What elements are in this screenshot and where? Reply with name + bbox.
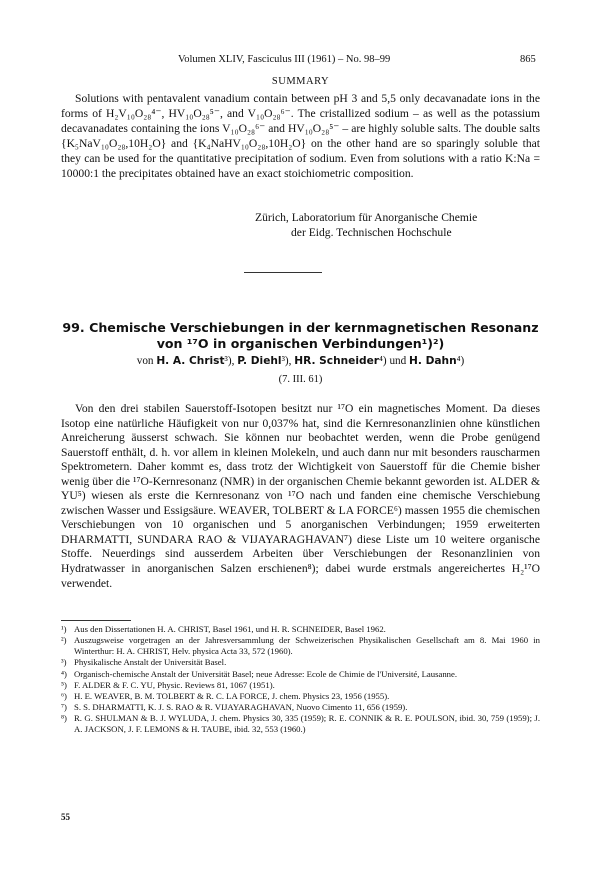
footnote-mark: ⁷) xyxy=(61,702,67,713)
footnote xyxy=(61,635,540,657)
footnote-mark: ³) xyxy=(61,657,67,668)
footnote xyxy=(61,713,540,735)
footnote-text: Aus den Dissertationen H. A. CHRIST, Basel 1961, und H. R. SCHNEIDER, Basel 1962. xyxy=(74,624,386,634)
footnote-mark: ⁸) xyxy=(61,713,67,724)
footnote-text: F. ALDER & F. C. YU, Physic. Reviews 81, 1067 (1951). xyxy=(74,679,275,690)
footnote xyxy=(61,691,540,702)
article-body: Von den drei stabilen Sauerstoff-Isotopen besitzt nur ¹⁷O ein magnetisches Moment. Da dieses Isotop eine natürliche Häufigkeit von nur 0,037% hat, sind die Kernresonanzlinien ohne künstlichen Anreicherung äusserst schwach. Sie können nur beobachtet werden, wenn die Probe genügend Sauerstoff enthält, d. h. vor allem in kleinen Molekeln, und auch dann nur mit besonders rauscharmen Spektrometern. Daher kommt es, dass trotz der Wichtigkeit von Sauerstoff für die Chemie bisher wenig über die ¹⁷O-Kernresonanz (NMR) in der organischen Chemie bekannt geworden ist. ALDER & YU⁵) wiesen als erste die Kernresonanz von ¹⁷O nach und fanden eine chemische Verschiebung zwischen Wasser und Essigsäure. WEAVER, TOLBERT & LA FORCE⁶) massen 1955 die chemischen Verschiebungen von 10 organischen und 5 anorganischen Verbindungen; 1959 erweiterten DHARMATTI, SUNDARA RAO & VIJAYARAGHAVAN⁷) diese Liste um 10 weitere organische Stoffe. Neuerdings sind ausserdem Arbeiten über Verschiebungen der Resonanzlinien von Hydratwasser in anorganischen Salzen erschienen⁸); dabei wurde erstmals angereichertes H₂¹⁷O verwendet. xyxy=(61,402,540,590)
section-divider xyxy=(244,272,322,273)
article-date: (7. III. 61) xyxy=(278,374,323,385)
footnote-divider xyxy=(61,620,131,621)
author-dahn: H. Dahn xyxy=(409,355,457,367)
footnote-mark: ¹) xyxy=(61,624,67,634)
signature-mark: 55 xyxy=(61,812,70,822)
footnote xyxy=(61,657,540,668)
footnote-mark: ⁶) xyxy=(61,690,67,701)
footnote-text: H. E. WEAVER, B. M. TOLBERT & R. C. LA FORCE, J. chem. Physics 23, 1956 (1955). xyxy=(74,690,390,701)
article-title xyxy=(40,320,561,352)
footnote xyxy=(61,702,540,713)
footnote-mark: ²) xyxy=(61,635,67,646)
summary-text: Solutions with pentavalent vanadium contain between pH 3 and 5,5 only decavanadate ions in the forms of H₂V₁₀O₂₈⁴⁻, HV₁₀O₂₈⁵⁻, and V₁₀O₂₈⁶⁻. The cristallized sodium – as well as the potassium decavanadates containing the ions V₁₀O₂₈⁶⁻ and HV₁₀O₂₈⁵⁻ – are highly soluble salts. The double salts {K₅NaV₁₀O₂₈,10H₂O} and {K₄NaHV₁₀O₂₈,10H₂O} on the other hand are so sparingly soluble that they can be used for the quantitative precipitation of sodium. Even from solutions with a ratio K:Na = 10000:1 the precipitates obtained have an exact stoichiometric composition. xyxy=(61,92,540,181)
page-number: 865 xyxy=(520,54,536,65)
affiliation xyxy=(255,210,477,240)
affiliation-line-1: Zürich, Laboratorium für Anorganische Chemie xyxy=(255,211,478,224)
author-line: von H. A. Christ³), P. Diehl³), HR. Schneider⁴) und H. Dahn⁴) xyxy=(136,355,465,367)
footnote xyxy=(61,624,540,635)
author-schneider-mark: ⁴) xyxy=(379,355,387,367)
footnote-text: Physikalische Anstalt der Universität Basel. xyxy=(74,657,227,668)
authors-und: und xyxy=(389,355,407,367)
footnote-text: Organisch-chemische Anstalt der Universität Basel; neue Adresse: Ecole de Chimie de l'Université, Lausanne. xyxy=(74,668,458,679)
footnote-text: S. S. DHARMATTI, K. J. S. RAO & R. VIJAYARAGHAVAN, Nuovo Cimento 11, 656 (1959). xyxy=(74,702,408,713)
author-christ-mark: ³) xyxy=(224,355,232,367)
article-title-line-2: von ¹⁷O in organischen Verbindungen¹)²) xyxy=(156,336,445,351)
running-title: Volumen XLIV, Fasciculus III (1961) – No. 98–99 xyxy=(178,54,391,65)
summary-heading: SUMMARY xyxy=(271,76,330,87)
footnote-mark: ⁵) xyxy=(61,679,67,690)
author-christ: H. A. Christ xyxy=(156,355,225,367)
footnote-text: Auszugsweise vorgetragen an der Jahresversammlung der Schweizerischen Physikalischen Gesellschaft am 8. Mai 1960 in Winterthur: H. A. CHRIST, Helv. physica Acta 33, 572 (1960). xyxy=(74,635,540,657)
author-dahn-mark: ⁴) xyxy=(456,355,465,367)
footnote xyxy=(61,680,540,691)
footnote-text: R. G. SHULMAN & B. J. WYLUDA, J. chem. Physics 30, 335 (1959); R. E. CONNIK & R. E. POULSON, ibid. 30, 759 (1959); J. A. JACKSON, J. F. LEMONS & H. TAUBE, ibid. 32, 553 (1960.) xyxy=(74,713,540,735)
authors-von: von xyxy=(136,355,154,367)
article-title-line-1: 99. Chemische Verschiebungen in der kernmagnetischen Resonanz xyxy=(62,320,539,335)
affiliation-line-2: der Eidg. Technischen Hochschule xyxy=(291,226,452,239)
footnote-mark: ⁴) xyxy=(61,668,67,679)
author-schneider: HR. Schneider xyxy=(294,355,379,367)
author-diehl-mark: ³) xyxy=(281,355,289,367)
footnote xyxy=(61,669,540,680)
author-diehl: P. Diehl xyxy=(237,355,282,367)
footnotes xyxy=(61,624,540,736)
